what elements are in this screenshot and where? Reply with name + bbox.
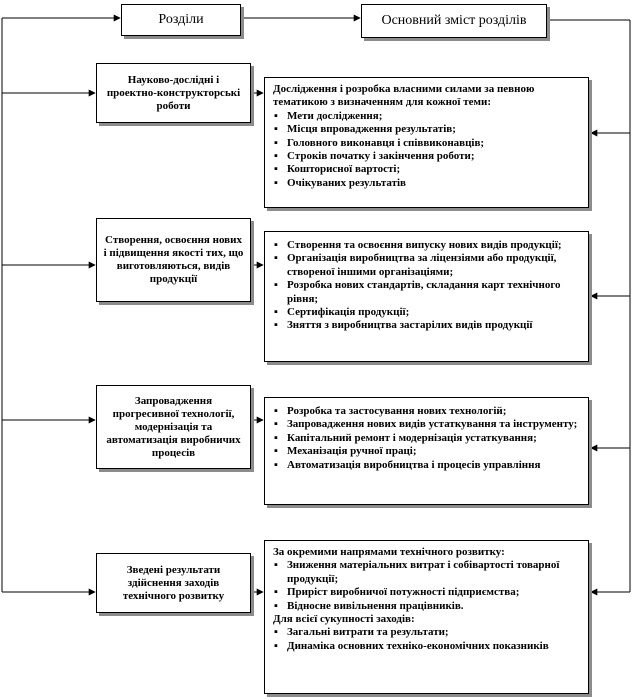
list-item: ▪ Приріст виробничої потужності підприємства; [273, 586, 582, 599]
list-item: ▪ Автоматизація виробництва і процесів управління [273, 459, 582, 472]
section-4-title: Зведені результати здійснення заходів технічного розвитку [122, 563, 225, 602]
list-item: ▪ Мети дослідження; [273, 110, 582, 123]
section-4-intro: За окремими напрямами технічного розвитку: [273, 546, 505, 558]
list-item: ▪ Очікуваних результатів [273, 177, 582, 190]
section-4-list-2 [273, 626, 582, 653]
list-item: ▪ Розробка нових стандартів, складання карт технічного рівня; [273, 279, 582, 306]
section-2-content-box [264, 231, 589, 362]
section-3-title: Запровадження прогресивної технології, модернізація та автоматизація виробничих процесів [106, 394, 241, 459]
section-3-content-box [264, 397, 589, 505]
list-item: ▪ Організація виробництва за ліцензіями або продукції, створеної іншими організаціями; [273, 252, 582, 279]
list-item: ▪ Капітальний ремонт і модернізація устаткування; [273, 432, 582, 445]
header-sections-label: Розділи [158, 12, 204, 27]
section-1-title: Науково-дослідні і проектно-конструкторські роботи [106, 73, 241, 112]
list-item: ▪ Кошторисної вартості; [273, 163, 582, 176]
section-1-intro: Дослідження і розробка власними силами за певною тематикою з визначенням для кожної теми: [273, 83, 535, 109]
list-item: ▪ Зняття з виробництва застарілих видів продукції [273, 319, 582, 332]
section-4-content-box [264, 540, 589, 694]
section-2-list [273, 239, 582, 333]
list-item: ▪ Розробка та застосування нових технологій; [273, 405, 582, 418]
section-4-title-box [96, 553, 251, 613]
list-item: ▪ Головного виконавця і співвиконавців; [273, 137, 582, 150]
list-item: ▪ Запровадження нових видів устаткування та інструменту; [273, 418, 582, 431]
header-content [361, 4, 547, 38]
list-item: ▪ Відносне вивільнення працівників. [273, 600, 582, 613]
list-item: ▪ Сертифікація продукції; [273, 306, 582, 319]
list-item: ▪ Динаміка основних техніко-економічних показників [273, 640, 582, 653]
list-item: ▪ Місця впровадження результатів; [273, 123, 582, 136]
list-item: ▪ Загальні витрати та результати; [273, 626, 582, 639]
section-1-title-box [96, 63, 251, 123]
section-4-list [273, 559, 582, 613]
section-3-title-box [96, 385, 251, 469]
header-sections [121, 4, 241, 36]
list-item: ▪ Механізація ручної праці; [273, 445, 582, 458]
section-1-content-box [264, 77, 589, 208]
section-2-title: Створення, освоєння нових і підвищення якості тих, що виготовляються, видів продукції [103, 234, 244, 285]
header-content-label: Основний зміст розділів [381, 13, 527, 28]
list-item: ▪ Зниження матеріальних витрат і собівартості товарної продукції; [273, 559, 582, 586]
list-item: ▪ Строків початку і закінчення роботи; [273, 150, 582, 163]
list-item: ▪ Створення та освоєння випуску нових видів продукції; [273, 239, 582, 252]
section-1-list [273, 110, 582, 190]
section-4-intro-2: Для всієї сукупності заходів: [273, 613, 415, 626]
section-2-title-box [96, 218, 251, 302]
section-3-list [273, 405, 582, 472]
